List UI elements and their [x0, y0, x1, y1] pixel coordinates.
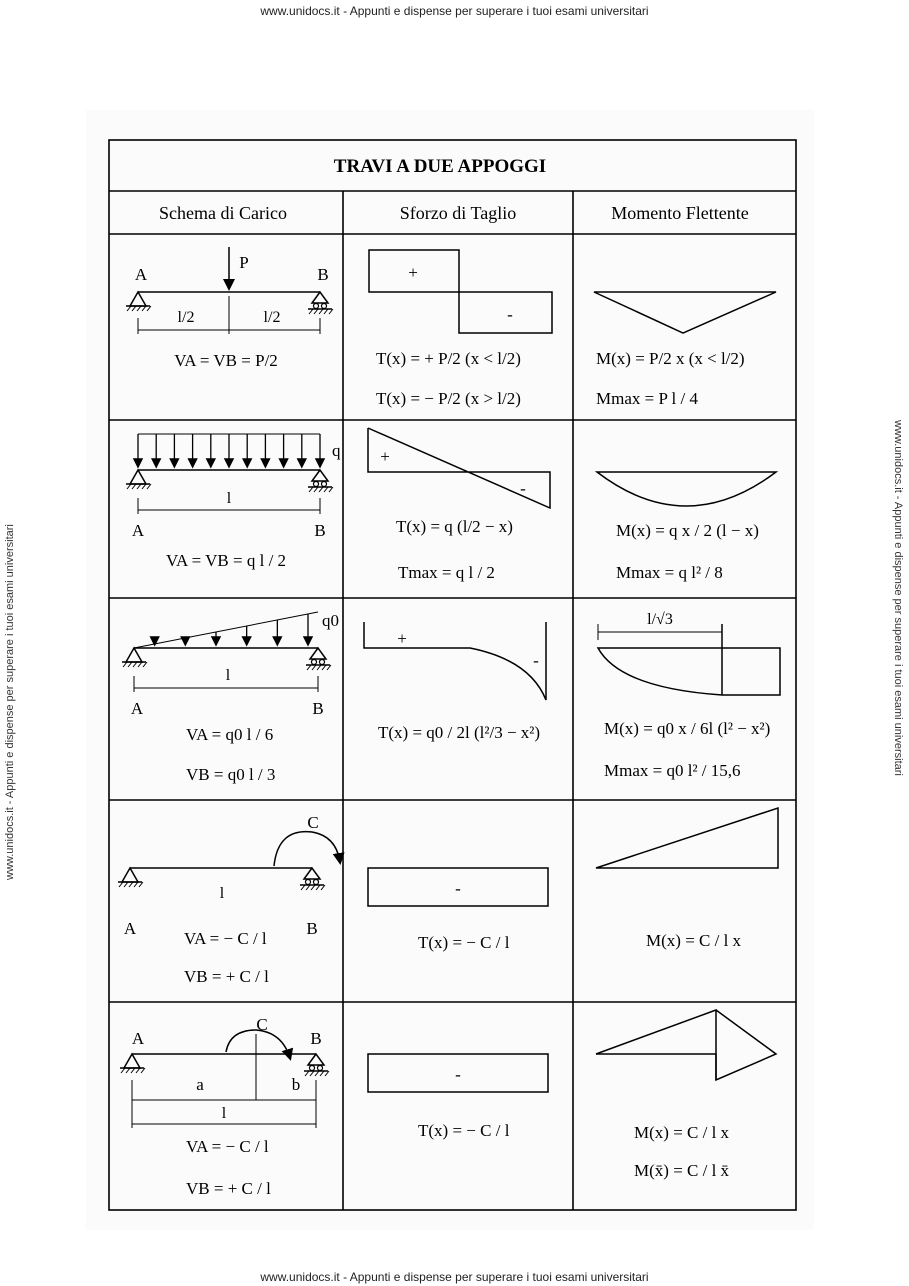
- row-1-shear-formula-1: T(x) = + P/2 (x < l/2): [376, 349, 521, 368]
- table-grid: [109, 140, 796, 1210]
- row-3-shear-diagram: [364, 622, 546, 700]
- row-3-shear-formula-1: T(x) = q0 / 2l (l²/3 − x²): [378, 723, 541, 742]
- watermark-left: www.unidocs.it - Appunti e dispense per superare i tuoi esami universitari: [4, 524, 16, 880]
- row-2-label-l: l: [226, 490, 232, 507]
- row-2-label-b: B: [314, 521, 326, 540]
- row-4-label-c: C: [307, 813, 319, 832]
- row-1-label-half-left: l/2: [177, 309, 195, 326]
- row-5-label-a-span: a: [196, 1075, 204, 1094]
- row-1-shear-plus: +: [408, 263, 418, 282]
- row-5-label-l: l: [221, 1105, 227, 1122]
- header-shear: Sforzo di Taglio: [399, 203, 517, 223]
- row-3-shear-minus: -: [533, 651, 539, 670]
- row-4-moment-diagram: [596, 808, 778, 868]
- row-2-moment-diagram: [597, 472, 776, 506]
- row-5-reaction-a: VA = − C / l: [186, 1137, 269, 1156]
- row-2-label-a: A: [131, 521, 145, 540]
- row-1-load-diagram: [126, 247, 333, 334]
- row-3-moment-dimension: l/√3: [647, 611, 673, 628]
- watermark-bottom: www.unidocs.it - Appunti e dispense per superare i tuoi esami universitari: [260, 1270, 649, 1284]
- row-3-reaction-a: VA = q0 l / 6: [186, 725, 274, 744]
- row-5-label-c: C: [256, 1015, 268, 1034]
- row-1-shear-minus: -: [507, 305, 513, 324]
- row-1-label-p: P: [239, 253, 249, 272]
- table-title: TRAVI A DUE APPOGGI: [333, 156, 547, 177]
- row-3-label-q0: q0: [322, 611, 339, 630]
- row-1-label-half-right: l/2: [263, 309, 281, 326]
- header-load-scheme: Schema di Carico: [159, 203, 287, 223]
- row-5-shear-minus: -: [455, 1065, 461, 1084]
- row-1-shear-formula-2: T(x) = − P/2 (x > l/2): [376, 389, 521, 408]
- row-5-moment-formula-2: M(x̄) = C / l x̄: [634, 1161, 730, 1180]
- row-5-reaction-b: VB = + C / l: [186, 1179, 271, 1198]
- row-4-label-a: A: [123, 919, 137, 938]
- row-1-reactions: VA = VB = P/2: [174, 351, 278, 370]
- row-5-moment-diagram: [596, 1010, 776, 1080]
- row-3-label-a: A: [130, 699, 144, 718]
- row-4-load-diagram: [118, 832, 340, 890]
- row-4-shear-formula-1: T(x) = − C / l: [418, 933, 510, 952]
- row-5-label-b-span: b: [291, 1075, 301, 1094]
- row-1-moment-formula-1: M(x) = P/2 x (x < l/2): [596, 349, 745, 368]
- watermark-top: www.unidocs.it - Appunti e dispense per superare i tuoi esami universitari: [260, 4, 649, 18]
- row-4-label-l: l: [219, 885, 225, 902]
- row-5-label-b: B: [310, 1029, 322, 1048]
- row-1-label-b: B: [317, 265, 329, 284]
- row-4-reaction-a: VA = − C / l: [184, 929, 267, 948]
- row-4-label-b: B: [306, 919, 318, 938]
- row-2-shear-minus: -: [520, 479, 526, 498]
- row-4-shear-minus: -: [455, 879, 461, 898]
- row-3-shear-plus: +: [397, 629, 407, 648]
- row-5-shear-formula-1: T(x) = − C / l: [418, 1121, 510, 1140]
- row-3-label-l: l: [225, 667, 231, 684]
- row-2-shear-plus: +: [380, 447, 390, 466]
- row-2-reactions: VA = VB = q l / 2: [165, 551, 287, 570]
- row-3-label-b: B: [312, 699, 324, 718]
- row-3-moment-formula-2: Mmax = q0 l² / 15,6: [604, 761, 741, 780]
- row-1-moment-formula-2: Mmax = P l / 4: [596, 389, 698, 408]
- watermark-right: www.unidocs.it - Appunti e dispense per superare i tuoi esami universitari: [892, 420, 904, 776]
- row-4-reaction-b: VB = + C / l: [184, 967, 269, 986]
- row-5-moment-formula-1: M(x) = C / l x: [634, 1123, 730, 1142]
- row-1-shear-diagram: [369, 250, 552, 333]
- row-2-shear-formula-1: T(x) = q (l/2 − x): [396, 517, 513, 536]
- row-5-label-a: A: [131, 1029, 145, 1048]
- header-moment: Momento Flettente: [611, 203, 749, 223]
- row-3-moment-formula-1: M(x) = q0 x / 6l (l² − x²): [604, 719, 771, 738]
- row-3-reaction-b: VB = q0 l / 3: [186, 765, 276, 784]
- row-1-moment-diagram: [594, 292, 776, 333]
- row-2-moment-formula-1: M(x) = q x / 2 (l − x): [616, 521, 759, 540]
- row-2-shear-formula-2: Tmax = q l / 2: [398, 563, 495, 582]
- row-2-label-q: q: [332, 441, 341, 460]
- row-2-moment-formula-2: Mmax = q l² / 8: [616, 563, 723, 582]
- row-3-moment-diagram: [598, 624, 780, 695]
- row-4-moment-formula-1: M(x) = C / l x: [646, 931, 742, 950]
- row-1-label-a: A: [134, 265, 148, 284]
